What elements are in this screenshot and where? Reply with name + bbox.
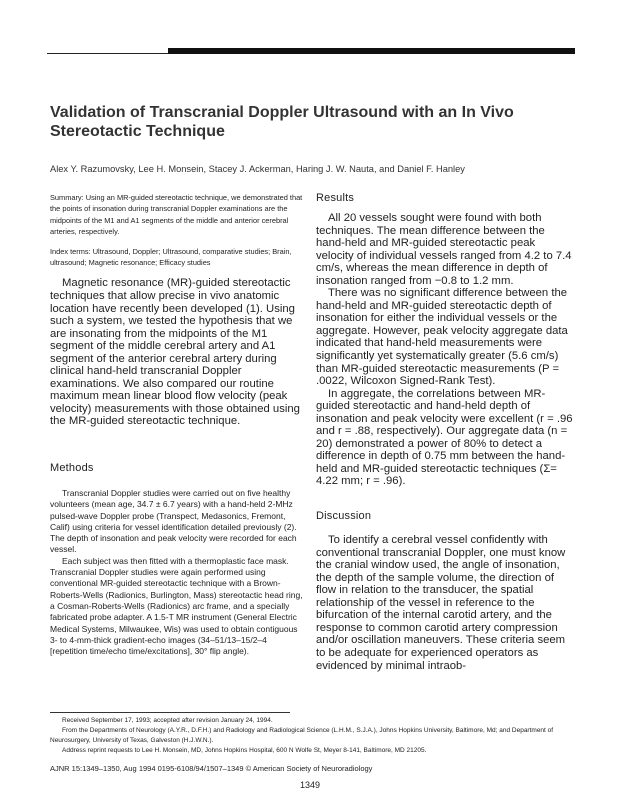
discussion-paragraph: To identify a cerebral vessel confidently with conventional transcranial Doppler, one must know the cranial window used, the angle of insonation, the depth of the sample volume, the direction of flow in relation to the transducer, the spatial relationship of the vessel in reference to the bifurcation of the internal carotid artery, and the response to common carotid artery compression and/or oscillation maneuvers. These criteria seem to be adequate for experienced operators as evidenced by minimal intraob- — [316, 534, 566, 672]
methods-section — [50, 488, 305, 657]
left-column — [50, 192, 305, 657]
journal-citation: AJNR 15:1349–1350, Aug 1994 0195-6108/94/1507–1349 © American Society of Neuroradiology — [50, 764, 373, 773]
footnotes — [50, 716, 580, 756]
methods-paragraph: Transcranial Doppler studies were carried out on five healthy volunteers (mean age, 34.7 ± 6.7 years) with a hand-held 2-MHz pulsed-wave Doppler probe (Transpect, Medasonics, Fremont, Calif) using criteria for vessel identification detailed previously (2). The depth of insonation and peak velocity were recorded for each vessel. — [50, 488, 297, 555]
methods-heading: Methods — [50, 462, 94, 474]
author-list: Alex Y. Razumovsky, Lee H. Monsein, Stacey J. Ackerman, Haring J. W. Nauta, and Daniel F. Hanley — [50, 164, 465, 174]
results-heading: Results — [316, 192, 355, 204]
affiliation-note: From the Departments of Neurology (A.Y.R., D.F.H.) and Radiology and Radiological Science (L.H.M., S.J.A.), Johns Hopkins University, Baltimore, Md; and Department of Neurosurgery, University of Texas, Galveston (H.J.W.N.). — [50, 727, 554, 744]
results-paragraph: All 20 vessels sought were found with both techniques. The mean difference between the hand-held and MR-guided stereotactic peak velocity of individual vessels ranged from 4.2 to 7.4 cm/s, whereas the mean difference in depth of insonation ranged from −0.8 to 1.2 mm. — [316, 212, 572, 287]
index-terms: Index terms: Ultrasound, Doppler; Ultrasound, comparative studies; Brain, ultrasound; Magnetic resonance; Efficacy studies — [50, 246, 292, 268]
right-column — [316, 192, 574, 672]
discussion-heading: Discussion — [316, 510, 372, 523]
received-note: Received September 17, 1993; accepted after revision January 24, 1994. — [62, 717, 273, 724]
article-title: Validation of Transcranial Doppler Ultrasound with an In Vivo Stereotactic Technique — [50, 104, 514, 140]
results-paragraph: In aggregate, the correlations between MR-guided stereotactic and hand-held depth of insonation and peak velocity were excellent (r = .96 and r = .88, respectively). Our aggregate data (n = 20) demonstrated a power of 80% to detect a difference in depth of 0.75 mm between the hand-held and MR-guided stereotactic techniques (Σ= 4.22 mm; r = .96). — [316, 387, 573, 488]
intro-section — [50, 277, 305, 428]
page-number: 1349 — [299, 780, 321, 790]
results-section — [316, 212, 574, 488]
reprint-note: Address reprint requests to Lee H. Monsein, MD, Johns Hopkins Hospital, 600 N Wolfe St, Meyer 8-141, Baltimore, MD 21205. — [62, 747, 427, 754]
discussion-section — [316, 534, 574, 672]
methods-paragraph: Each subject was then fitted with a thermoplastic face mask. Transcranial Doppler studies were again performed using conventional MR-guided stereotactic technique with a Brown-Roberts-Wells (Radionics, Burlington, Mass) stereotactic head ring, a Cosman-Roberts-Wells (Radionics) arc frame, and a specially fabricated probe adapter. A 1.5-T MR instrument (General Electric Medical Systems, Milwaukee, Wis) was used to obtain contiguous 3- to 4-mm-thick gradient-echo images (34–51/13–15/2–4 [repetition time/echo time/excitations], 30° flip angle). — [50, 555, 303, 657]
results-paragraph: There was no significant difference between the hand-held and MR-guided stereotactic depth of insonation for either the individual vessels or the aggregate. However, peak velocity aggregate data indicated that hand-held measurements were significantly yet systematically greater (5.6 cm/s) than MR-guided stereotactic measurements (P = .0022, Wilcoxon Signed-Rank Test). — [316, 287, 568, 388]
abstract-summary: Summary: Using an MR-guided stereotactic technique, we demonstrated that the points of insonation during transcranial Doppler examinations are the midpoints of the M1 and A1 segments of the middle and anterior cerebral arteries, respectively. — [50, 193, 303, 237]
footnote-rule — [50, 712, 290, 713]
intro-paragraph: Magnetic resonance (MR)-guided stereotactic techniques that allow precise in vivo anatomic location have recently been developed (1). Using such a system, we tested the hypothesis that we are insonating from the midpoints of the M1 segment of the middle cerebral artery and A1 segment of the anterior cerebral artery during clinical hand-held transcranial Doppler examinations. We also compared our routine maximum mean linear blood flow velocity (peak velocity) measurements with those obtained using the MR-guided stereotactic technique. — [50, 277, 300, 428]
abstract-block — [50, 192, 305, 268]
header-rule-thick — [168, 48, 575, 54]
